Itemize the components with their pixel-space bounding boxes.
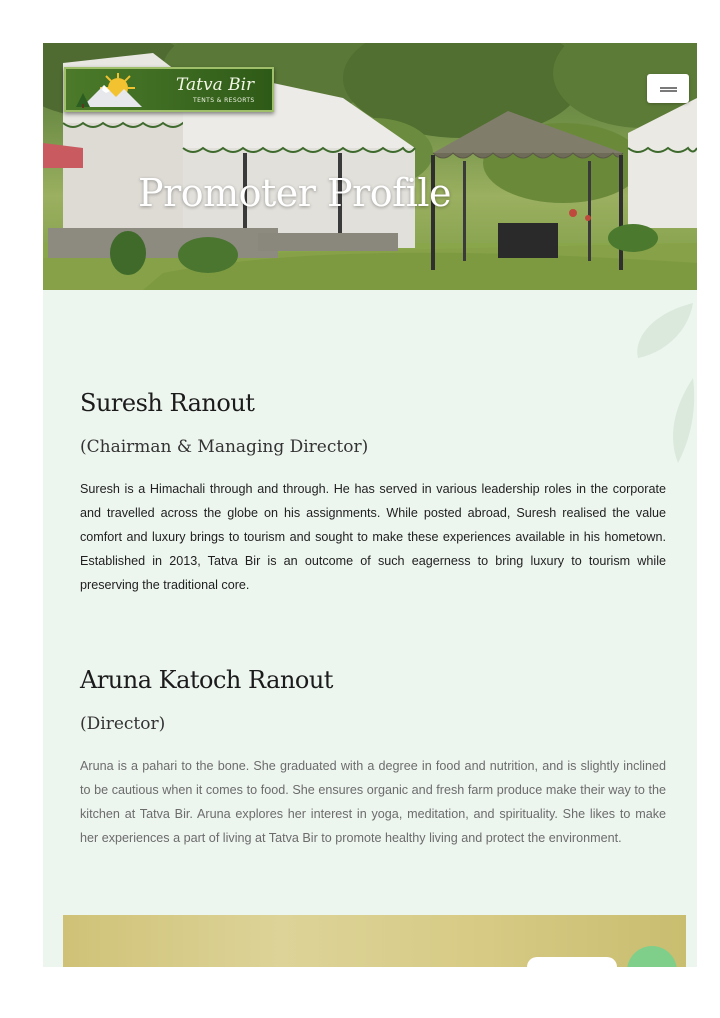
profile-bio: Aruna is a pahari to the bone. She graduated with a degree in food and nutrition, and is slightly inclined to be cautious when it comes to food. She ensures organic and fresh farm produce make their way to the kitchen at Tatva Bir. Aruna explores her interest in yoga, meditation, and spirituality. She likes to make her experiences a part of living at Tatva Bir to promote healthy living and protect the environment. bbox=[80, 759, 666, 845]
page-frame bbox=[43, 43, 697, 967]
profile-role: (Director) bbox=[80, 714, 166, 734]
profile-bio: Suresh is a Himachali through and through. He has served in various leadership roles in the corporate and travelled across the globe on his assignments. While posted abroad, Suresh realised the value comfort and luxury brings to tourism and sought to make these experiences available in his hometown. Established in 2013, Tatva Bir is an outcome of such eagerness to bring luxury to tourism while preserving the traditional core. bbox=[80, 482, 666, 592]
hamburger-icon-line bbox=[660, 90, 677, 92]
profile-role: (Chairman & Managing Director) bbox=[80, 437, 369, 457]
profile-card-aruna bbox=[80, 666, 666, 850]
page-title: Promoter Profile bbox=[138, 171, 451, 215]
floating-pill-button[interactable] bbox=[527, 957, 617, 967]
profile-name: Suresh Ranout bbox=[80, 389, 255, 417]
hamburger-icon bbox=[660, 87, 677, 89]
profile-card-suresh bbox=[80, 389, 666, 597]
logo-tagline: TENTS & RESORTS bbox=[193, 97, 255, 104]
mountain-sun-logo-icon bbox=[72, 71, 150, 109]
hero-banner bbox=[43, 43, 697, 290]
site-logo[interactable] bbox=[64, 67, 274, 112]
logo-brand-name: Tatva Bir bbox=[176, 75, 255, 95]
menu-button[interactable] bbox=[647, 74, 689, 103]
profile-name: Aruna Katoch Ranout bbox=[80, 666, 333, 694]
